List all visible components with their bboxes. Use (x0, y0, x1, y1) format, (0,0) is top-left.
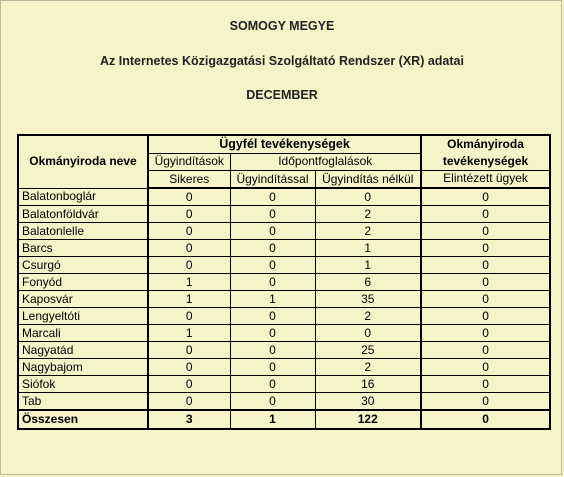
office-name-cell: Tab (18, 393, 148, 411)
table-row (18, 393, 550, 411)
office-name-cell: Siófok (18, 376, 148, 393)
with-initiation-cell: 0 (230, 376, 315, 393)
with-initiation-header: Ügyindítással (230, 171, 315, 189)
successful-cell: 0 (148, 240, 230, 257)
table-row (18, 308, 550, 325)
completed-cell: 0 (421, 359, 550, 376)
completed-cell: 0 (421, 274, 550, 291)
office-name-cell: Barcs (18, 240, 148, 257)
without-initiation-cell: 16 (315, 376, 421, 393)
completed-cell: 0 (421, 206, 550, 223)
total-label: Összesen (18, 410, 148, 429)
office-name-cell: Balatonboglár (18, 188, 148, 206)
table-row (18, 291, 550, 308)
completed-cell: 0 (421, 325, 550, 342)
without-initiation-cell: 1 (315, 257, 421, 274)
with-initiation-cell: 0 (230, 342, 315, 359)
table-row (18, 257, 550, 274)
with-initiation-cell: 0 (230, 325, 315, 342)
without-initiation-cell: 0 (315, 188, 421, 206)
successful-cell: 1 (148, 274, 230, 291)
table-row (18, 376, 550, 393)
county-title: SOMOGY MEGYE (229, 19, 335, 33)
table-row (18, 325, 550, 342)
with-initiation-cell: 0 (230, 308, 315, 325)
table-row (18, 359, 550, 376)
total-successful: 3 (148, 410, 230, 429)
office-name-cell: Kaposvár (18, 291, 148, 308)
office-name-header: Okmányiroda neve (18, 135, 148, 188)
completed-cell: 0 (421, 188, 550, 206)
initiations-header: Ügyindítások (148, 153, 230, 171)
office-name-cell: Csurgó (18, 257, 148, 274)
successful-cell: 1 (148, 325, 230, 342)
successful-cell: 0 (148, 257, 230, 274)
successful-cell: 0 (148, 376, 230, 393)
with-initiation-cell: 1 (230, 291, 315, 308)
successful-cell: 0 (148, 223, 230, 240)
completed-cell: 0 (421, 257, 550, 274)
successful-cell: 0 (148, 342, 230, 359)
without-initiation-cell: 2 (315, 223, 421, 240)
completed-cases-header: Elintézett ügyek (421, 171, 550, 189)
successful-cell: 0 (148, 359, 230, 376)
total-row (18, 410, 550, 429)
with-initiation-cell: 0 (230, 240, 315, 257)
without-initiation-cell: 30 (315, 393, 421, 411)
completed-cell: 0 (421, 342, 550, 359)
completed-cell: 0 (421, 308, 550, 325)
total-without-initiation: 122 (315, 410, 421, 429)
successful-cell: 1 (148, 291, 230, 308)
successful-cell: 0 (148, 308, 230, 325)
without-initiation-cell: 2 (315, 206, 421, 223)
report-subtitle: Az Internetes Közigazgatási Szolgáltató Rendszer (XR) adatai (100, 54, 464, 68)
without-initiation-cell: 1 (315, 240, 421, 257)
client-activities-header: Ügyfél tevékenységek (148, 135, 421, 153)
with-initiation-cell: 0 (230, 223, 315, 240)
table-row (18, 223, 550, 240)
office-name-cell: Balatonlelle (18, 223, 148, 240)
office-name-cell: Lengyeltóti (18, 308, 148, 325)
completed-cell: 0 (421, 223, 550, 240)
successful-header: Sikeres (148, 171, 230, 189)
table-row (18, 188, 550, 206)
table-row (18, 274, 550, 291)
without-initiation-cell: 35 (315, 291, 421, 308)
appointments-header: Időpontfoglalások (230, 153, 421, 171)
total-with-initiation: 1 (230, 410, 315, 429)
office-name-cell: Marcali (18, 325, 148, 342)
without-initiation-cell: 0 (315, 325, 421, 342)
table-row (18, 240, 550, 257)
with-initiation-cell: 0 (230, 188, 315, 206)
without-initiation-cell: 25 (315, 342, 421, 359)
successful-cell: 0 (148, 393, 230, 411)
without-initiation-cell: 2 (315, 359, 421, 376)
month-title: DECEMBER (246, 88, 318, 102)
completed-cell: 0 (421, 376, 550, 393)
without-initiation-cell: 2 (315, 308, 421, 325)
completed-cell: 0 (421, 240, 550, 257)
successful-cell: 0 (148, 206, 230, 223)
office-activities-header: Okmányiroda tevékenységek (421, 135, 550, 171)
without-initiation-header: Ügyindítás nélkül (315, 171, 421, 189)
table-row (18, 342, 550, 359)
with-initiation-cell: 0 (230, 393, 315, 411)
with-initiation-cell: 0 (230, 359, 315, 376)
without-initiation-cell: 6 (315, 274, 421, 291)
office-name-cell: Nagybajom (18, 359, 148, 376)
statistics-table (17, 134, 551, 430)
total-completed: 0 (421, 410, 550, 429)
completed-cell: 0 (421, 291, 550, 308)
successful-cell: 0 (148, 188, 230, 206)
office-name-cell: Nagyatád (18, 342, 148, 359)
office-name-cell: Fonyód (18, 274, 148, 291)
with-initiation-cell: 0 (230, 206, 315, 223)
completed-cell: 0 (421, 393, 550, 411)
table-row (18, 206, 550, 223)
with-initiation-cell: 0 (230, 257, 315, 274)
with-initiation-cell: 0 (230, 274, 315, 291)
office-name-cell: Balatonföldvár (18, 206, 148, 223)
